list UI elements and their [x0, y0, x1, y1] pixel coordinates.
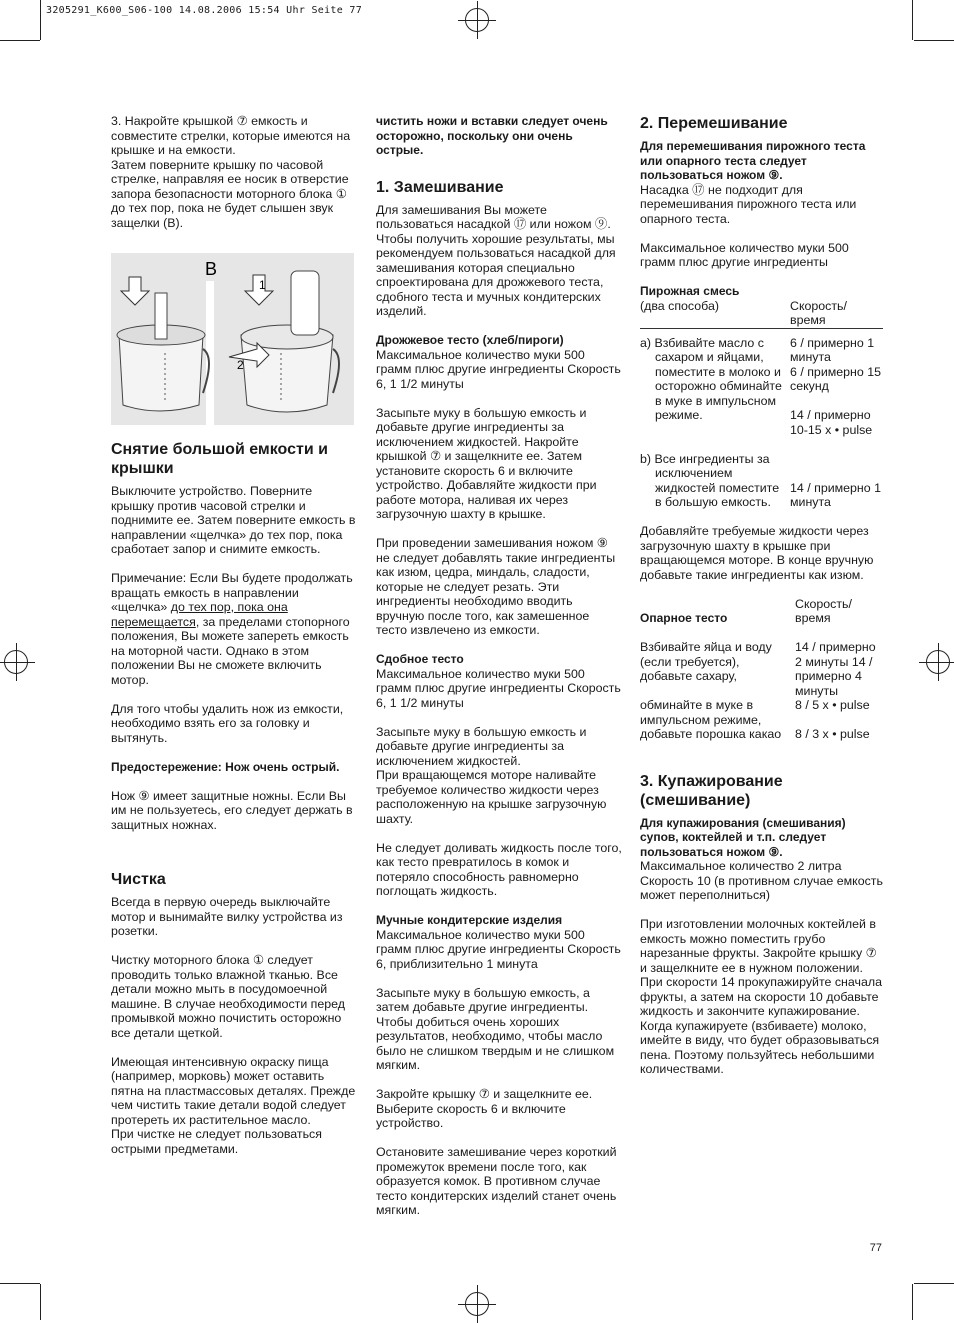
sponge-step-3: добавьте порошка какао — [640, 727, 782, 741]
pastry-paragraph-4: Остановите замешивание через короткий промежуток времени после того, как образуется комок. В противном случае тесто кондитерских изделий станет очень мягким. — [376, 1145, 617, 1217]
crop-mark — [912, 1284, 913, 1320]
crop-mark — [40, 0, 41, 40]
subheading-pastry: Мучные кондитерские изделия — [376, 913, 563, 927]
food-processor-drawing — [111, 253, 354, 425]
subheading-rich-dough: Сдобное тесто — [376, 652, 464, 666]
blending-specs: Максимальное количество 2 литра Скорость 10 (в противном случае емкость может переполниться) — [640, 859, 883, 902]
yeast-paragraph-2: Засыпьте муку в большую емкость и добавьте другие ингредиенты за исключением жидкостей. Накройте крышкой ⑦ и защелкните ее. Затем установите скорость 6 и включите устройство. Добавляйте жидкости при работе мотора, наливая их через загрузочную шахту в крышке. — [376, 405, 597, 521]
cake-mix-heading: Пирожная смесь — [640, 284, 740, 298]
note-text-a: Примечание: Если Вы будете продолжать вращать емкость в направлении «щелчка» — [111, 571, 353, 614]
note-text-b: , за пределами стопорного положения, Вы можете запереть емкость на моторной части. Однако в этом положении Вы не сможете включить мотор. — [111, 614, 350, 687]
heading-blending: 3. Купажирование (смешивание) — [640, 772, 783, 809]
clean-paragraph-4: При чистке не следует пользоваться острыми предметами. — [111, 1127, 322, 1156]
column-left — [111, 114, 357, 230]
registration-mark — [465, 8, 489, 32]
crop-mark — [40, 1284, 41, 1320]
figure-label-2: 2 — [237, 358, 244, 372]
mixing-paragraph: Насадка ⑰ не подходит для перемешивания пирожного теста или опарного теста. — [640, 182, 857, 226]
registration-mark — [4, 650, 28, 674]
note-underlined: до тех пор, пока она перемещается — [111, 600, 288, 629]
assembly-step-3: 3. Накройте крышкой ⑦ емкость и совместите стрелки, которые имеются на крышке и на емкости. — [111, 114, 351, 157]
knead-paragraph: Для замешивания Вы можете пользоваться насадкой ⑰ или ножом ⑨. Чтобы получить хорошие результаты, мы рекомендуем пользоваться насадкой для замешивания которая специально спроектирована для дрожжевого теста, сдобного теста и мучных кондитерских изделий. — [376, 202, 616, 318]
registration-mark — [926, 650, 950, 674]
sponge-table — [640, 597, 883, 742]
crop-mark — [912, 0, 913, 40]
figure-label-1: 1 — [259, 278, 266, 292]
pastry-paragraph-2: Засыпьте муку в большую емкость, а затем добавьте другие ингредиенты. Чтобы добиться очень хороших результатов, необходимо, чтобы масло было не слишком твердым и не слишком мягким. — [376, 985, 615, 1072]
cake-method-a: a) Взбивайте масло с сахаром и яйцами, поместите в молоко и осторожно обминайте в муке в импульсном режиме. — [640, 335, 782, 422]
blending-bold-note: Для купажирования (смешивания) супов, коктейлей и т.п. следует пользоваться ножом ⑨. — [640, 815, 846, 859]
knife-guard-paragraph: Нож ⑨ имеет защитные ножны. Если Вы им не пользуетесь, его следует держать в защитных ножнах. — [111, 788, 353, 832]
sponge-step-3-speed: 8 / 3 x • pulse — [795, 727, 870, 741]
cake-method-b: b) Все ингредиенты за исключением жидкостей поместите в большую емкость. — [640, 451, 780, 509]
heading-remove-bowl: Снятие большой емкости и крышки — [111, 441, 328, 477]
figure-label-b: B — [205, 259, 218, 279]
rich-specs: Максимальное количество муки 500 грамм плюс другие ингредиенты Скорость 6, 1 1/2 минуты — [376, 666, 621, 710]
clean-paragraph-2: Чистку моторного блока ① следует проводить только влажной тканью. Все детали можно мыть в посудомоечной машине. В случае необходимости перед промывкой можно почистить осторожно все детали щеткой. — [111, 953, 346, 1040]
registration-mark — [465, 1292, 489, 1316]
cake-a-speed-2: 6 / примерно 15 секунд — [790, 364, 881, 393]
note-paragraph — [111, 571, 357, 687]
blending-paragraph: При изготовлении молочных коктейлей в емкость можно поместить грубо нарезанные фрукты. Закройте крышку ⑦ и защелкните ее в нужном положении. При скорости 14 прокупажируйте сначала фрукты, а затем на скорости 10 добавьте жидкость и закончите купажирование. Когда купажируете (взбиваете) молоко, имейте в виду, что будет образовываться пена. Поэтому пользуйтесь небольшими количествами. — [640, 917, 882, 1076]
column-right — [640, 114, 884, 1077]
cake-liquids-paragraph: Добавляйте требуемые жидкости через загрузочную шахту в крышке при вращающемся моторе. В конце вручную добавьте такие ингредиенты как изюм. — [640, 524, 874, 582]
speed-time-header: Скорость/ время — [790, 298, 847, 327]
yeast-paragraph-3: При проведении замешивания ножом ⑨ не следует добавлять такие ингредиенты как изюм, цедра, миндаль, сладости, которые не следует резать. Эти ингредиенты необходимо вводить вручную после того, как замешенное тесто извлечено из емкости. — [376, 536, 616, 637]
heading-mixing: 2. Перемешивание — [640, 115, 788, 132]
yeast-specs: Максимальное количество муки 500 грамм плюс другие ингредиенты Скорость 6, 1 1/2 минуты — [376, 347, 621, 391]
column-left-lower — [111, 440, 357, 1156]
cake-mix-subheading: (два способа) — [640, 298, 719, 313]
rich-paragraph-4: Не следует доливать жидкость после того, как тесто превратилось в комок и потеряло способность равномерно поглощать жидкость. — [376, 840, 622, 898]
crop-mark — [0, 40, 40, 41]
heading-cleaning: Чистка — [111, 871, 166, 888]
assembly-step-3-cont: Затем поверните крышку по часовой стрелке, направляя ее носик в отверстие запора безопасности моторного блока ① до тех пор, пока не будет слышен звук защелки (B). — [111, 157, 349, 230]
crop-mark — [914, 40, 954, 41]
mixing-bold-note: Для перемешивания пирожного теста или опарного теста следует пользоваться ножом ⑨. — [640, 139, 866, 182]
assembly-illustration — [111, 253, 354, 425]
blade-caution: чистить ножи и вставки следует очень осторожно, поскольку они очень острые. — [376, 114, 608, 157]
sponge-step-2: обминайте в муке в импульсном режиме, — [640, 698, 762, 727]
knife-remove-paragraph: Для того чтобы удалить нож из емкости, необходимо взять его за головку и вытянуть. — [111, 701, 344, 745]
warning-text: Предостережение: Нож очень острый. — [111, 759, 340, 774]
pastry-paragraph-3: Закройте крышку ⑦ и защелкните ее. Выберите скорость 6 и включите устройство. — [376, 1087, 593, 1130]
crop-mark — [0, 1283, 40, 1284]
sponge-heading: Опарное тесто — [640, 611, 728, 625]
sponge-speed-time-header: Скорость/ время — [795, 596, 852, 625]
crop-mark — [914, 1283, 954, 1284]
cake-b-speed: 14 / примерно 1 минута — [790, 480, 881, 509]
sponge-step-1-speed: 14 / примерно 2 минуты 14 / примерно 4 минуты — [795, 640, 876, 698]
column-middle — [376, 114, 622, 1218]
sponge-step-1: Взбивайте яйца и воду (если требуется), добавьте сахару, — [640, 640, 772, 683]
cake-a-speed-1: 6 / примерно 1 минута — [790, 335, 875, 364]
clean-paragraph-1: Всегда в первую очередь выключайте мотор и вынимайте вилку устройства из розетки. — [111, 895, 343, 938]
page-number: 77 — [869, 1242, 882, 1254]
sponge-step-2-speed: 8 / 5 x • pulse — [795, 698, 870, 712]
pastry-specs: Максимальное количество муки 500 грамм плюс другие ингредиенты Скорость 6, приблизительно 1 минута — [376, 927, 621, 971]
print-header: 3205291_K600_S06-100 14.08.2006 15:54 Uhr Seite 77 — [46, 5, 363, 16]
mixing-specs: Максимальное количество муки 500 грамм плюс другие ингредиенты — [640, 240, 849, 269]
subheading-yeast-dough: Дрожжевое тесто (хлеб/пироги) — [376, 333, 564, 347]
cake-mix-table — [640, 284, 883, 510]
cake-a-speed-3: 14 / примерно 10-15 x • pulse — [790, 408, 873, 437]
remove-paragraph: Выключите устройство. Поверните крышку против часовой стрелки и поднимите ее. Затем поверните емкость в направлении «щелчка» до тех пор, пока сработает запор и снимите емкость. — [111, 484, 356, 556]
rich-paragraph-2: Засыпьте муку в большую емкость и добавьте другие ингредиенты за исключением жидкостей. — [376, 724, 587, 768]
rich-paragraph-3: При вращающемся моторе наливайте требуемое количество жидкости через расположенную на крышке загрузочную шахту. — [376, 768, 607, 826]
clean-paragraph-3: Имеющая интенсивную окраску пища (например, морковь) может оставить пятна на пластмассовых деталях. Прежде чем чистить такие детали водой следует протереть их растительное масло. — [111, 1054, 356, 1127]
heading-kneading: 1. Замешивание — [376, 178, 504, 196]
